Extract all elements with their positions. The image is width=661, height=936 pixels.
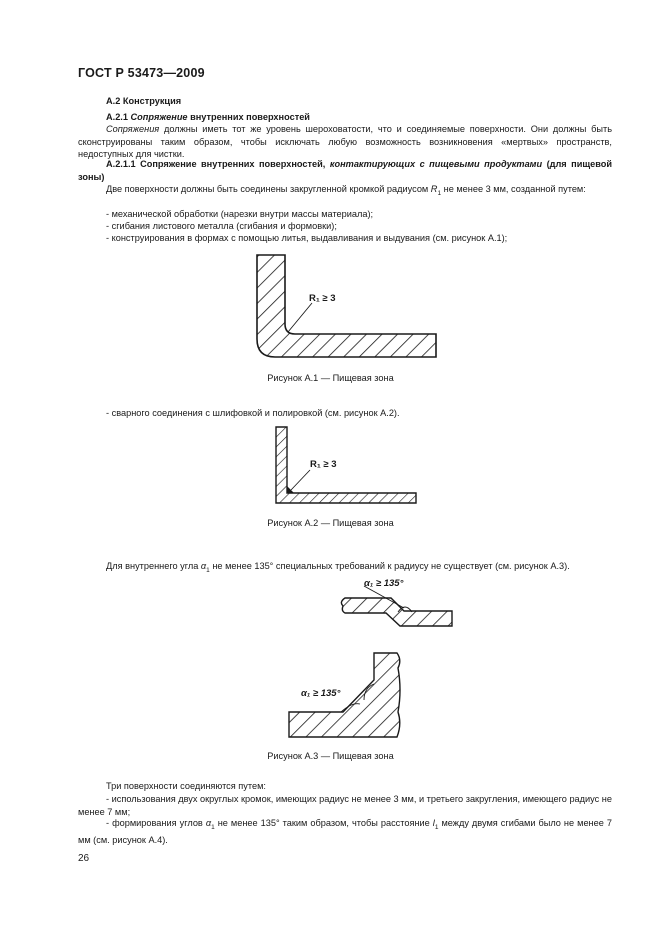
list3b-sub: 1 — [211, 823, 215, 831]
a21-num: А.2.1 — [106, 112, 131, 122]
p1-rest: должны иметь тот же уровень шероховатости, что и соединяемые поверхности. Они должны быть сконструированы таким образом, чтобы исключать любую возможность возникновения «мертвых» пространств, недоступных для чистки. — [78, 124, 612, 160]
list3b-var2: l — [432, 818, 435, 828]
list-item: - использования двух округлых кромок, имеющих радиус не менее 3 мм, и третьего закругления, имеющего радиус не менее 7 мм; — [78, 794, 612, 817]
fig1-caption: Рисунок А.1 — Пищевая зона — [267, 373, 394, 383]
p3-post: не менее 135° специальных требований к радиусу не существует (см. рисунок А.3). — [209, 561, 570, 571]
paragraph-3 — [106, 560, 626, 577]
fig3-top-angle-label: α₁ ≥ 135° — [364, 578, 404, 589]
fig3-caption: Рисунок А.3 — Пищевая зона — [267, 751, 394, 761]
a211-plain: Сопряжение внутренних поверхностей, — [140, 159, 330, 169]
p1-italic: Сопряжения — [106, 124, 160, 134]
list3b-var: α — [205, 818, 212, 828]
a21-title-rest: внутренних поверхностей — [187, 112, 310, 122]
p2-var: R — [430, 184, 438, 194]
list3b-mid: не менее 135° таким образом, чтобы расстояние — [214, 818, 433, 828]
list-item: - сварного соединения с шлифовкой и полировкой (см. рисунок А.2). — [106, 408, 400, 418]
p3-pre: Для внутреннего угла — [106, 561, 201, 571]
figure-a2-drawing — [276, 427, 416, 503]
p2-sub: 1 — [437, 189, 442, 197]
fig3-bottom-angle-label: α₁ ≥ 135° — [301, 688, 341, 699]
list3b-post: между двумя сгибами было не менее 7 мм (см. рисунок А.4). — [78, 818, 612, 846]
list-item: - конструирования в формах с помощью литья, выдавливания и выдувания (см. рисунок А.1); — [106, 233, 508, 243]
fig2-caption: Рисунок А.2 — Пищевая зона — [267, 518, 394, 528]
list-item — [78, 817, 612, 847]
fig2-radius-label: R₁ ≥ 3 — [310, 459, 337, 470]
list3b-sub2: 1 — [434, 823, 439, 831]
figure-a3-top-drawing — [341, 586, 452, 626]
paragraph-4: Три поверхности соединяются путем: — [106, 781, 266, 791]
p3-var: α — [200, 561, 207, 571]
document-header: ГОСТ Р 53473—2009 — [78, 66, 205, 80]
figure-a1-drawing — [257, 255, 436, 357]
a211-italic: контактирующих с пищевыми продуктами — [329, 159, 543, 169]
section-a2-heading: А.2 Конструкция — [106, 96, 182, 106]
list3b-pre: - формирования углов — [106, 818, 206, 828]
list-item: - сгибания листового металла (сгибания и формовки); — [106, 221, 337, 231]
list-item: - механической обработки (нарезки внутри массы материала); — [106, 209, 374, 219]
p2-post: не менее 3 мм, созданной путем: — [441, 184, 586, 194]
a211-num: А.2.1.1 — [106, 159, 141, 169]
fig1-radius-label: R₁ ≥ 3 — [309, 293, 336, 304]
p3-sub: 1 — [206, 566, 210, 574]
a21-title: Сопряжение — [130, 112, 188, 122]
p2-pre: Две поверхности должны быть соединены закругленной кромкой радиусом — [106, 184, 431, 194]
page-number: 26 — [78, 853, 90, 864]
a211-tail: (для пищевой зоны) — [78, 159, 612, 182]
